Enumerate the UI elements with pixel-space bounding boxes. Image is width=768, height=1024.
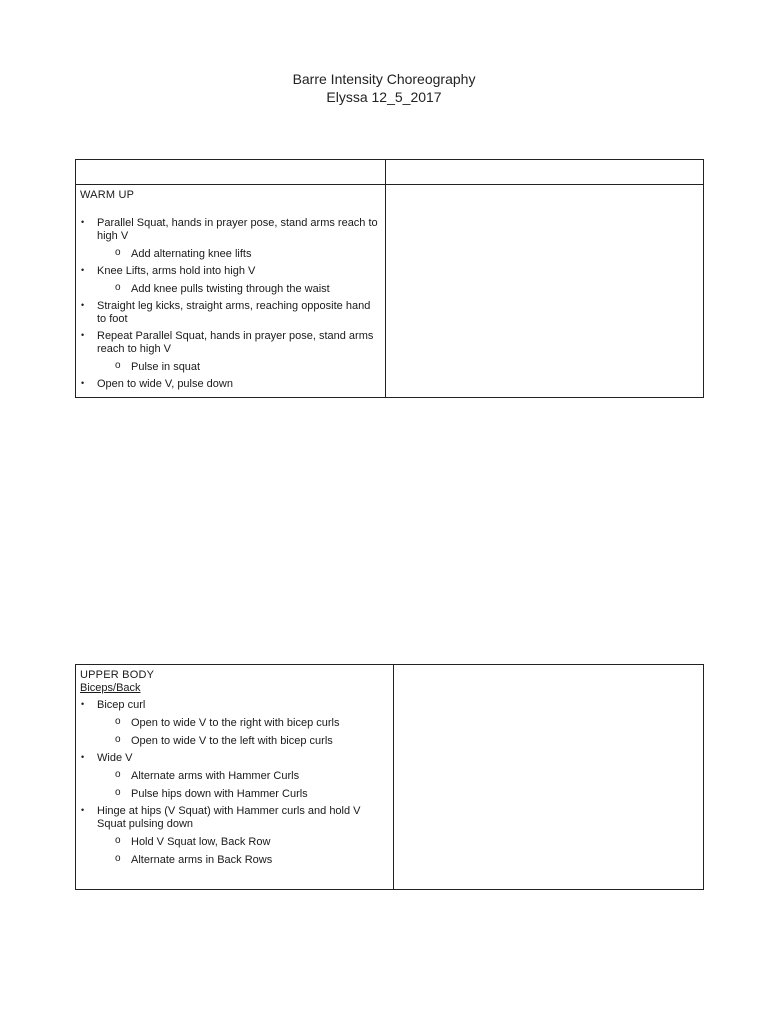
sub-list [97,248,381,261]
sub-list [97,717,389,748]
sub-list-item: o Pulse hips down with Hammer Curls [97,788,389,801]
list-item-text: Bicep curl [97,699,146,711]
list-item [80,300,381,326]
list-item [80,699,389,748]
notes-cell [386,185,704,398]
sub-list-item: o Alternate arms in Back Rows [97,854,389,867]
section-heading: WARM UP [80,189,135,201]
list-item-text: Hinge at hips (V Squat) with Hammer curls and hold V Squat pulsing down [97,805,361,830]
sub-list [97,283,381,296]
warm-up-cell [76,185,386,398]
sub-list-item: o Hold V Squat low, Back Row [97,836,389,849]
upper-body-cell [76,665,394,890]
sub-list-item: o Alternate arms with Hammer Curls [97,770,389,783]
notes-cell [394,665,704,890]
list-item [80,330,381,374]
warm-up-list [80,217,381,391]
list-item [80,378,381,391]
sub-list [97,836,389,867]
list-item-text: Repeat Parallel Squat, hands in prayer pose, stand arms reach to high V [97,330,374,355]
table-row [76,665,704,890]
list-item [80,752,389,801]
sub-list-item: o Pulse in squat [97,361,381,374]
document-header [0,70,768,106]
list-item [80,805,389,867]
list-item-text: Wide V [97,752,133,764]
section-subheading: Biceps/Back [80,682,141,694]
sub-list [97,770,389,801]
sub-list-item: o Open to wide V to the right with bicep curls [97,717,389,730]
document-subtitle: Elyssa 12_5_2017 [326,89,442,105]
sub-list-item: o Add alternating knee lifts [97,248,381,261]
document-title: Barre Intensity Choreography [292,71,476,87]
list-item-text: Open to wide V, pulse down [97,378,233,390]
list-item-text: Parallel Squat, hands in prayer pose, stand arms reach to high V [97,217,378,242]
list-item [80,217,381,261]
section-heading: UPPER BODY [80,669,155,681]
header-cell-left [76,160,386,185]
list-item-text: Knee Lifts, arms hold into high V [97,265,256,277]
header-cell-right [386,160,704,185]
warm-up-table [75,159,704,398]
table-header-row [76,160,704,185]
list-item [80,265,381,296]
list-item-text: Straight leg kicks, straight arms, reaching opposite hand to foot [97,300,371,325]
upper-body-table [75,664,704,890]
upper-body-list [80,699,389,867]
sub-list-item: o Open to wide V to the left with bicep curls [97,735,389,748]
sub-list [97,361,381,374]
table-row [76,185,704,398]
sub-list-item: o Add knee pulls twisting through the waist [97,283,381,296]
